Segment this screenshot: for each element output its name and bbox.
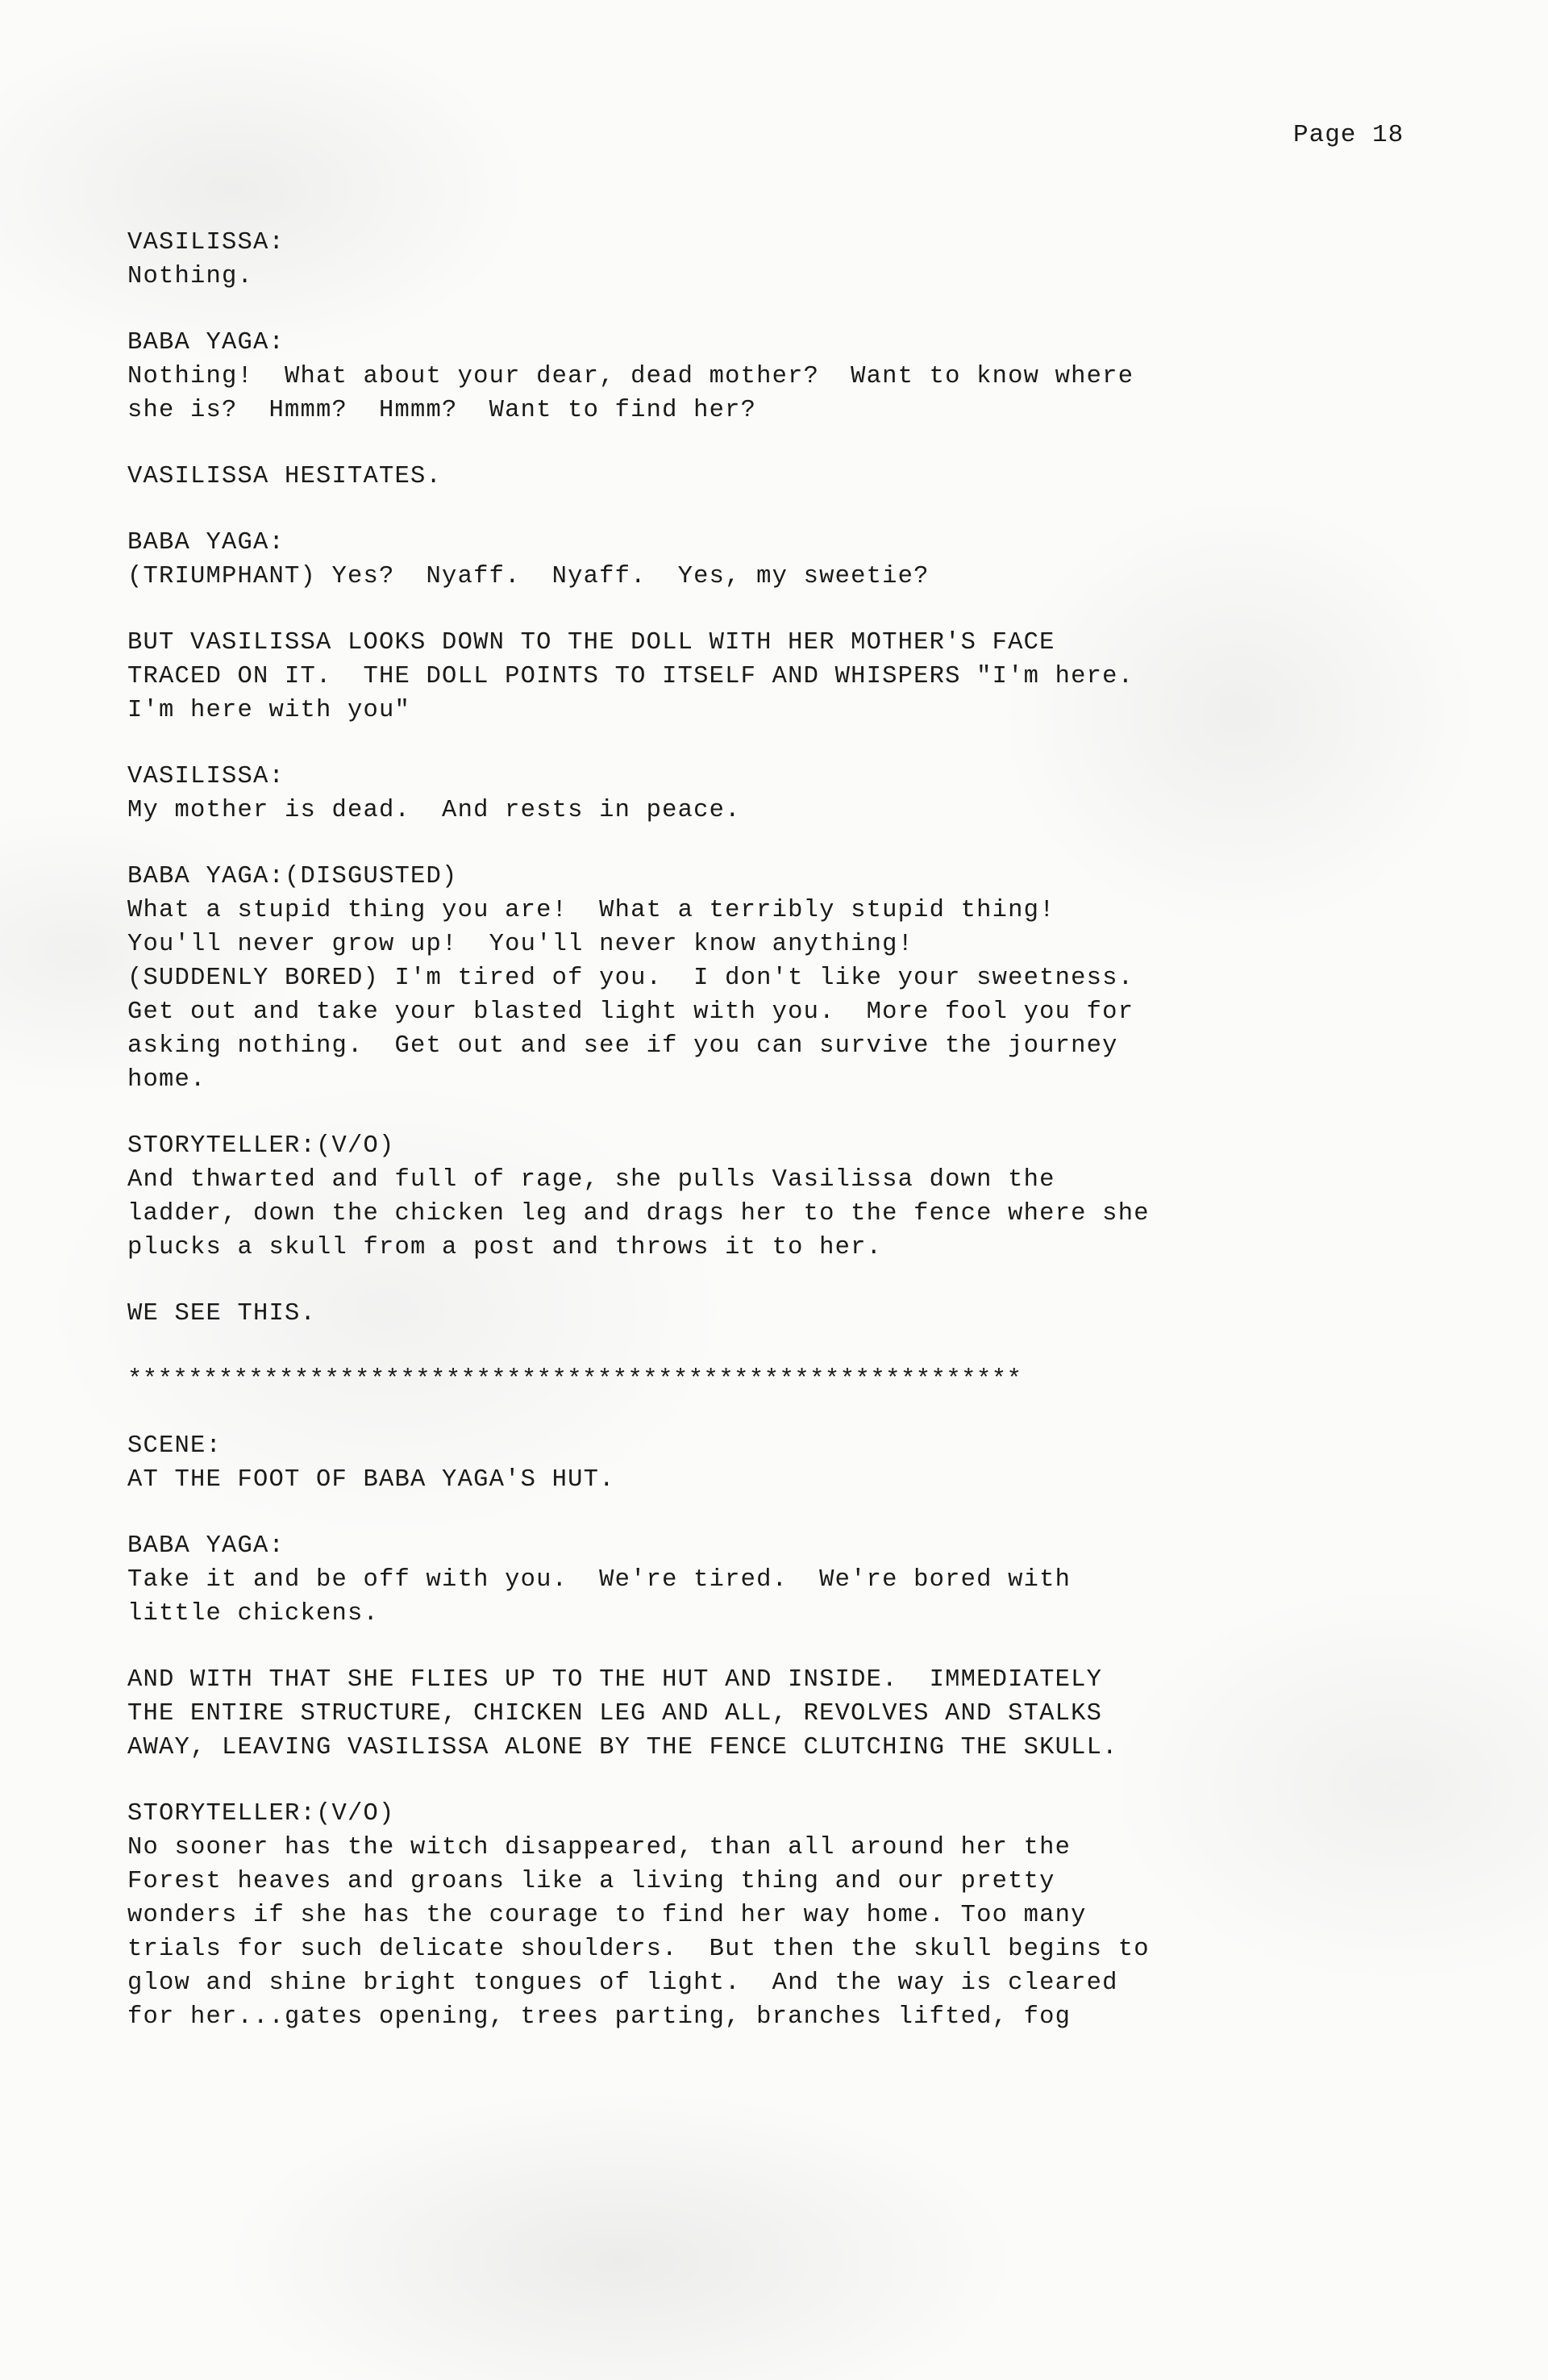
script-speaker-block — [127, 760, 1450, 827]
script-speaker-block — [127, 1529, 1450, 1631]
dialogue-line: glow and shine bright tongues of light. And the way is cleared — [127, 1969, 1118, 1997]
speaker-name: BABA YAGA: — [127, 329, 285, 356]
dialogue-line: What a stupid thing you are! What a terribly stupid thing! — [127, 897, 1055, 924]
dialogue-line: ladder, down the chicken leg and drags her to the fence where she — [127, 1200, 1150, 1228]
dialogue-line: wonders if she has the courage to find her way home. Too many — [127, 1902, 1087, 1929]
dialogue-line: Nothing! What about your dear, dead mother? Want to know where — [127, 363, 1134, 390]
action-line: THE ENTIRE STRUCTURE, CHICKEN LEG AND ALL, REVOLVES AND STALKS — [127, 1700, 1103, 1728]
action-line: AWAY, LEAVING VASILISSA ALONE BY THE FENCE CLUTCHING THE SKULL. — [127, 1734, 1118, 1761]
speaker-name: VASILISSA: — [127, 229, 285, 256]
dialogue-line: Forest heaves and groans like a living thing and our pretty — [127, 1868, 1055, 1895]
speaker-name: STORYTELLER:(V/O) — [127, 1800, 395, 1828]
scene-separator: *********************************************************** — [127, 1366, 1022, 1394]
script-action-block — [127, 1663, 1450, 1765]
dialogue-line: home. — [127, 1066, 206, 1094]
script-body — [127, 226, 1450, 2066]
scene-location: AT THE FOOT OF BABA YAGA'S HUT. — [127, 1466, 615, 1494]
action-line: TRACED ON IT. THE DOLL POINTS TO ITSELF AND WHISPERS "I'm here. — [127, 663, 1134, 690]
speaker-name: BABA YAGA:(DISGUSTED) — [127, 863, 458, 890]
dialogue-line: (SUDDENLY BORED) I'm tired of you. I don't like your sweetness. — [127, 965, 1134, 992]
script-speaker-block — [127, 526, 1450, 594]
action-line: I'm here with you" — [127, 697, 411, 724]
dialogue-line: You'll never grow up! You'll never know anything! — [127, 931, 914, 958]
dialogue-line: (TRIUMPHANT) Yes? Nyaff. Nyaff. Yes, my sweetie? — [127, 563, 930, 590]
dialogue-line: No sooner has the witch disappeared, than all around her the — [127, 1834, 1072, 1861]
script-speaker-block — [127, 860, 1450, 1097]
speaker-name: STORYTELLER:(V/O) — [127, 1132, 395, 1160]
speaker-name: VASILISSA: — [127, 763, 285, 790]
script-speaker-block — [127, 226, 1450, 294]
script-speaker-block — [127, 1129, 1450, 1265]
dialogue-line: trials for such delicate shoulders. But then the skull begins to — [127, 1936, 1150, 1963]
script-speaker-block — [127, 326, 1450, 427]
speaker-name: BABA YAGA: — [127, 529, 285, 556]
dialogue-line: My mother is dead. And rests in peace. — [127, 797, 741, 824]
dialogue-line: little chickens. — [127, 1600, 380, 1628]
script-action-block — [127, 1297, 1450, 1331]
action-line: VASILISSA HESITATES. — [127, 463, 443, 490]
dialogue-line: And thwarted and full of rage, she pulls Vasilissa down the — [127, 1166, 1055, 1194]
dialogue-line: for her...gates opening, trees parting, branches lifted, fog — [127, 2003, 1072, 2031]
dialogue-line: she is? Hmmm? Hmmm? Want to find her? — [127, 397, 757, 424]
page-number: Page 18 — [1293, 121, 1404, 149]
dialogue-line: Take it and be off with you. We're tired. We're bored with — [127, 1566, 1072, 1594]
dialogue-line: Nothing. — [127, 263, 254, 290]
dialogue-line: plucks a skull from a post and throws it to her. — [127, 1234, 883, 1261]
script-action-block — [127, 626, 1450, 727]
action-line: WE SEE THIS. — [127, 1300, 317, 1328]
dialogue-line: asking nothing. Get out and see if you can survive the journey — [127, 1032, 1118, 1060]
script-speaker-block — [127, 1797, 1450, 2034]
script-action-block — [127, 460, 1450, 494]
speaker-name: BABA YAGA: — [127, 1532, 285, 1560]
action-line: AND WITH THAT SHE FLIES UP TO THE HUT AND INSIDE. IMMEDIATELY — [127, 1666, 1103, 1694]
action-line: BUT VASILISSA LOOKS DOWN TO THE DOLL WITH HER MOTHER'S FACE — [127, 629, 1055, 656]
dialogue-line: Get out and take your blasted light with you. More fool you for — [127, 998, 1134, 1026]
scene-heading: SCENE: — [127, 1432, 223, 1460]
script-scene-block — [127, 1429, 1450, 1497]
script-separator-block — [127, 1363, 1450, 1397]
